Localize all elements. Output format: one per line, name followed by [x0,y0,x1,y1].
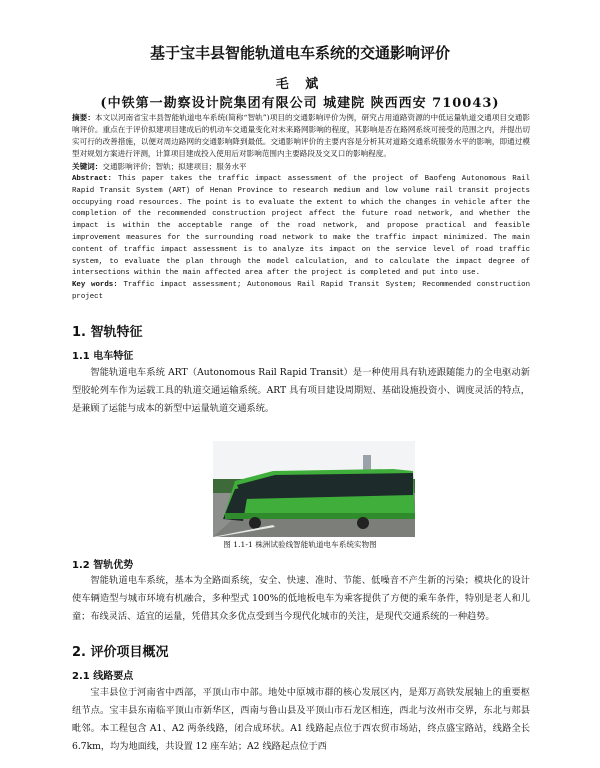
keywords-cn-label: 关键词： [72,162,103,171]
keywords-cn [72,161,530,173]
tram-wheel-front [249,517,261,529]
section-1-2-text: 智能轨道电车系统，基本为全路面系统，安全、快速、准时、节能、低噪音不产生新的污染；模块化的设计使车辆造型与城市环境有机融合，多种型式 100%的低地板电车为乘客提供了方便的乘车条件，特别是老人和儿童；布线灵活、适宜的运量，凭借其众多优点受到当今现代化城市的关注，是现代交通系统的一种趋势。 [72,575,530,622]
abstract-en-text: This paper takes the traffic impact assessment of the project of Baofeng Autonomous Rail Rapid Transit System (ART) of Henan Province to research medium and low volume rail transit projects occupying road resources. The point is to evaluate the extent to which the changes in vehicle after the completion of the recommended construction project affect the future road network, and whether the impact is within the acceptable range of the road network, and propose practical and feasible improvement measures for the surrounding road network to make the traffic impact minimized. The main content of traffic impact assessment is to analyze its impact on the service level of road traffic system, to evaluate the plan through the model calculation, and to calculate the impact degree of intersections within the main affected area after the project is completed and put into use. [72,175,530,278]
section-2-1-heading: 2.1 线路要点 [72,671,134,682]
tram-photo [213,441,415,537]
abstract-en-label: Abstract: [72,175,112,183]
section-1-2-heading: 1.2 智轨优势 [72,560,134,571]
keywords-en [72,280,530,304]
figure-caption: 图 1.1-1 株洲试验线智能轨道电车系统实物图 [223,540,377,549]
abstract-en [72,174,530,304]
paper-author: 毛 斌 [275,77,325,92]
section-1-1-heading: 1.1 电车特征 [72,351,134,362]
tram-illustration [213,441,415,537]
keywords-en-label: Key words: [72,281,118,290]
section-1-heading: 1. 智轨特征 [72,325,143,340]
keywords-en-text: Traffic impact assessment; Autonomous Rail Rapid Transit System; Recommended construction project [72,281,530,301]
paper-title: 基于宝丰县智能轨道电车系统的交通影响评价 [149,44,450,62]
section-2-heading: 2. 评价项目概况 [72,645,169,660]
paper-affiliation: (中铁第一勘察设计院集团有限公司 城建院 陕西西安 710043) [100,96,500,111]
keywords-cn-text: 交通影响评价；智轨；拟建项目；服务水平 [102,162,247,171]
tram-wheel-rear [357,517,369,529]
abstract-cn-text: 本文以河南省宝丰县智能轨道电车系统(简称“智轨”)项目的交通影响评价为例，研究占用道路资源的中低运量轨道交通项目交通影响评价。重点在于评价拟建项目建成后的机动车交通量变化对未来路网影响的程度，其影响是否在路网系统可接受的范围之内，并提出切实可行的改善措施，以便对周边路网的交通影响降到最低。交通影响评价的主要内容是分析其对道路交通系统服务水平的影响，即通过模型对规划方案进行评测，计算项目建成投入使用后对影响范围内主要路段及交叉口的影响程度。 [72,113,531,158]
abstract-cn-label: 摘要： [72,113,95,122]
section-1-1-text: 智能轨道电车系统 ART（Autonomous Rail Rapid Transit）是一种使用具有轨迹跟随能力的全电驱动新型胶轮列车作为运载工具的轨道交通运输系统。ART 具有项目建设周期短、基础设施投资小、调度灵活的特点，是兼顾了运能与成本的新型中运量轨道交通系统。 [72,367,530,414]
abstract-cn [72,112,530,160]
section-2-1-text: 宝丰县位于河南省中西部，平顶山市中部。地处中原城市群的核心发展区内，是郑万高铁发展轴上的重要枢纽节点。宝丰县东南临平顶山市新华区，西南与鲁山县及平顶山市石龙区相连，西北与汝州市交界，东北与郏县毗邻。本工程包含 A1、A2 两条线路，闭合成环状。A1 线路起点位于西农贸市场站，终点盛宝路站，线路全长 6.7km，均为地面线，共设置 12 座车站；A2 线路起点位于西 [72,687,530,752]
